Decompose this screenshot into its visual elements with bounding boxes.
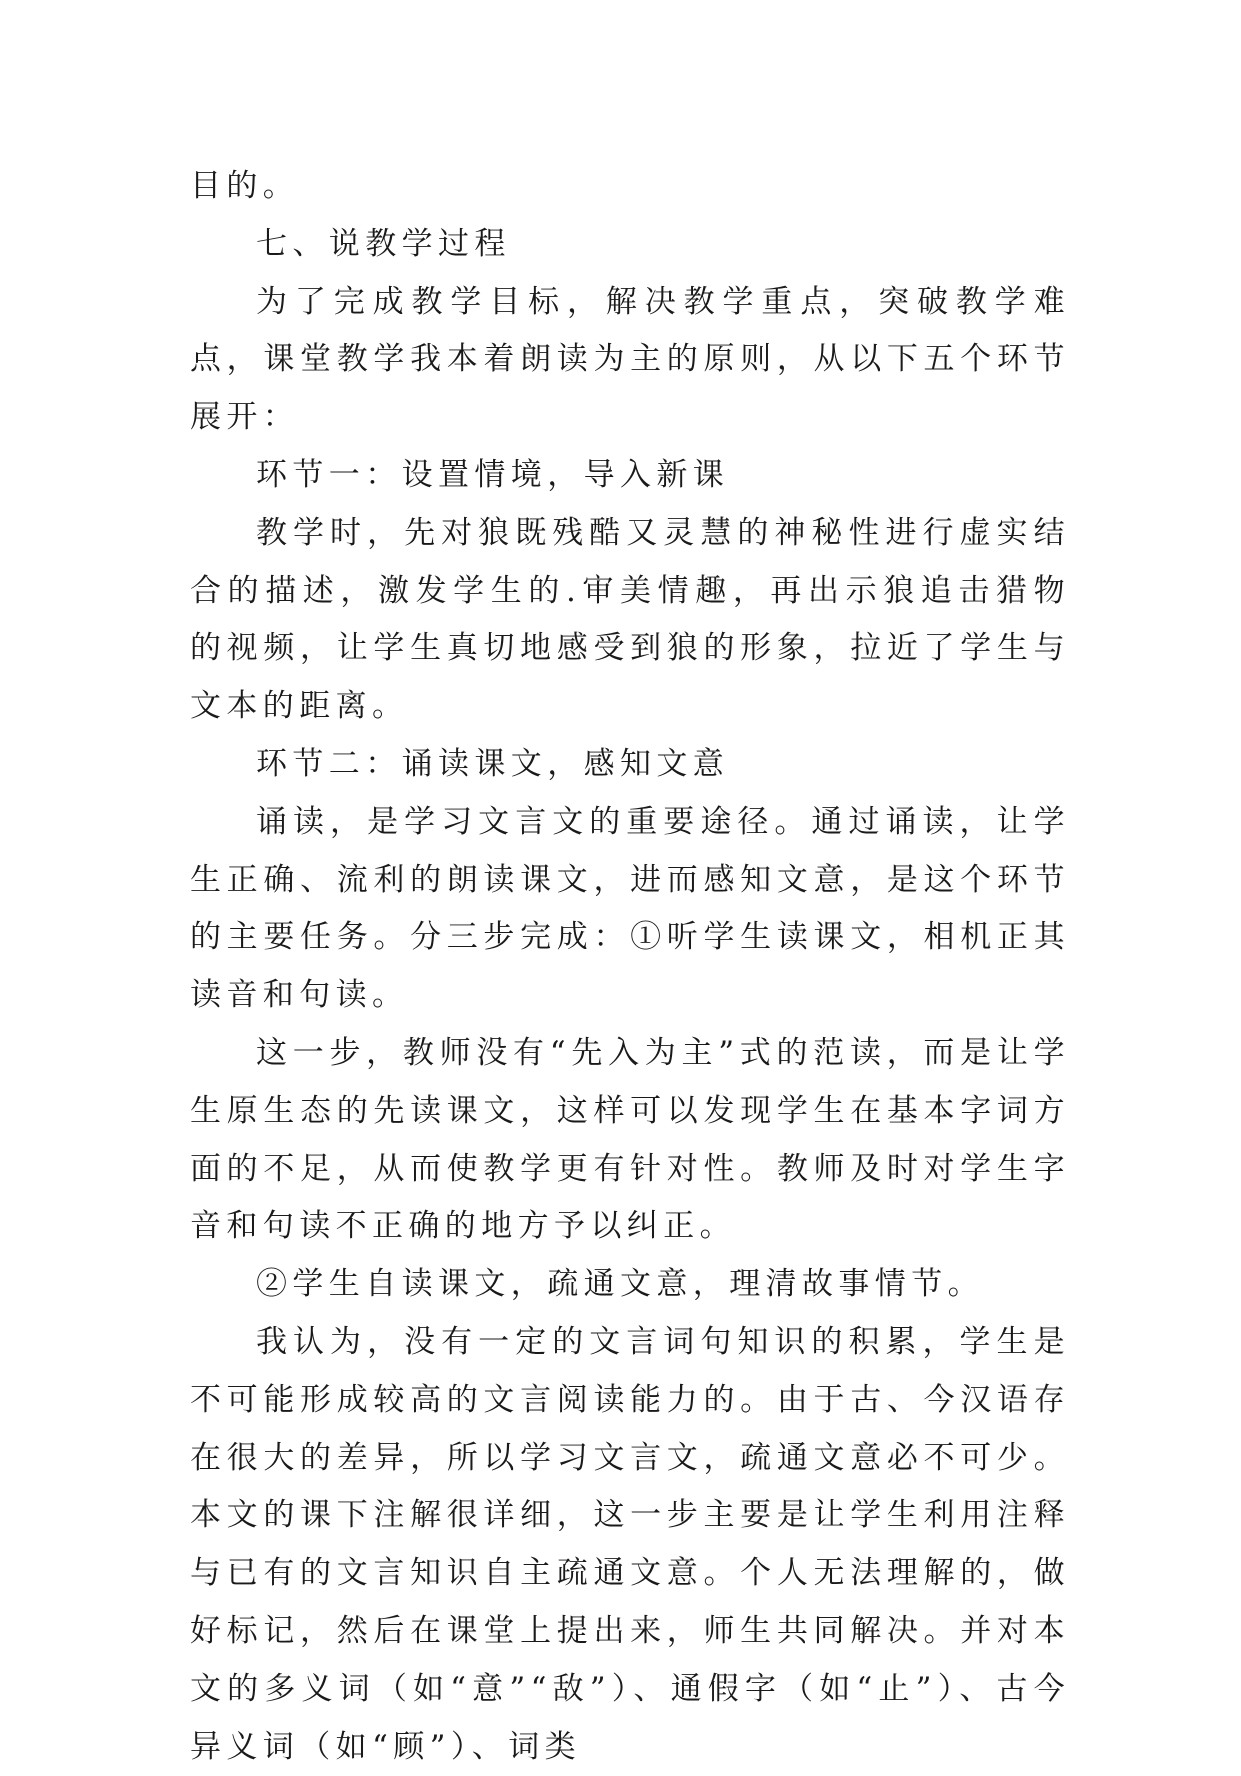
paragraph-step-1: 教学时，先对狼既残酷又灵慧的神秘性进行虚实结合的描述，激发学生的.审美情趣，再出示狼追击猎物的视频，让学生真切地感受到狼的形象，拉近了学生与文本的距离。 bbox=[190, 514, 1070, 725]
paragraph-continuation: 目的。 bbox=[190, 168, 300, 204]
step-heading-2: 环节二：诵读课文，感知文意 bbox=[256, 745, 730, 782]
paragraph-classical-knowledge: 我认为，没有一定的文言词句知识的积累，学生是不可能形成较高的文言阅读能力的。由于古、今汉语存在很大的差异，所以学习文言文，疏通文意必不可少。本文的课下注解很详细，这一步主要是让学生利用注释与已有的文言知识自主疏通文意。个人无法理解的，做好标记，然后在课堂上提出来，师生共同解决。并对本文的多义词（如“意”“敌”）、通假字（如“止”）、古今异义词（如“顾”）、词类 bbox=[190, 1323, 1070, 1765]
step-heading-1: 环节一：设置情境，导入新课 bbox=[256, 456, 730, 493]
paragraph-first-reading: 这一步，教师没有“先入为主”式的范读，而是让学生原生态的先读课文，这样可以发现学生在基本字词方面的不足，从而使教学更有针对性。教师及时对学生字音和句读不正确的地方予以纠正。 bbox=[190, 1034, 1070, 1245]
section-heading-teaching-process: 七、说教学过程 bbox=[256, 225, 511, 262]
text-column bbox=[190, 158, 1070, 1776]
paragraph-recitation: 诵读，是学习文言文的重要途径。通过诵读，让学生正确、流利的朗读课文，进而感知文意，是这个环节的主要任务。分三步完成：①听学生读课文，相机正其读音和句读。 bbox=[190, 803, 1070, 1014]
paragraph-self-reading: ②学生自读课文，疏通文意，理清故事情节。 bbox=[256, 1266, 984, 1303]
paragraph-intro: 为了完成教学目标，解决教学重点，突破教学难点，课堂教学我本着朗读为主的原则，从以下五个环节展开： bbox=[190, 283, 1070, 436]
